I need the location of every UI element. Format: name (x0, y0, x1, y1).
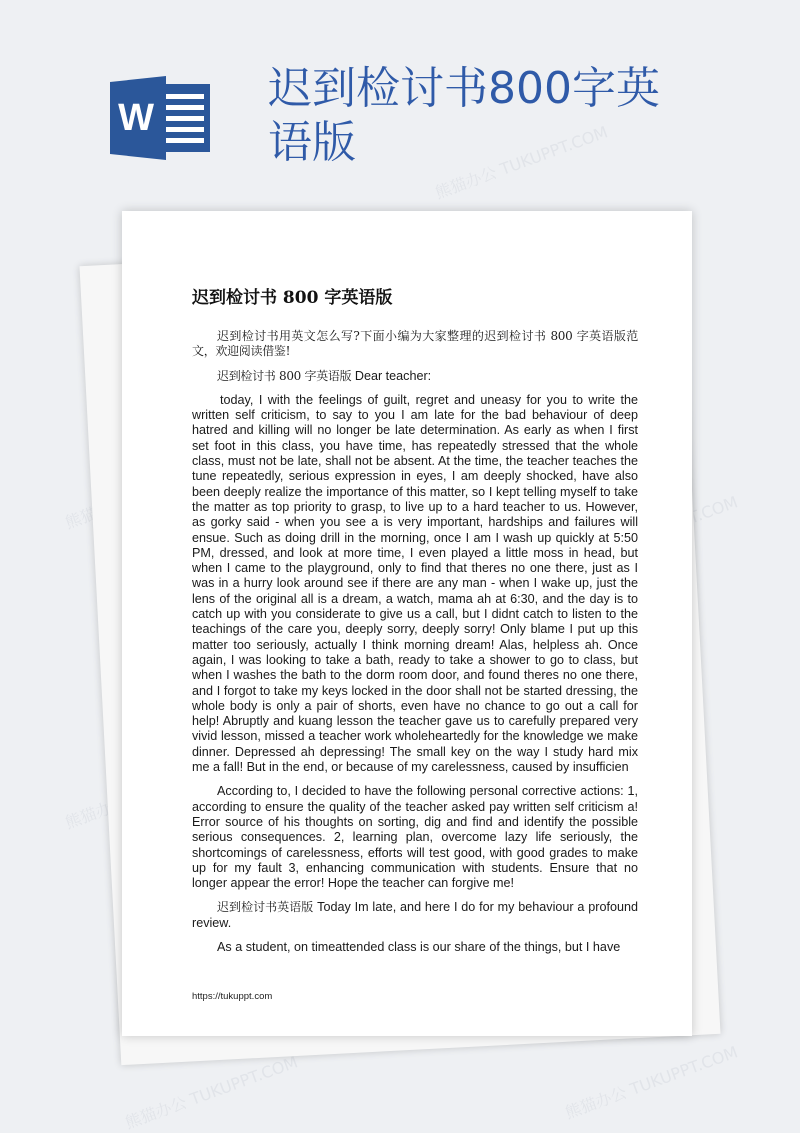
heading2-en: Today Im late, and here I do for my behaviour a profound review. (192, 900, 638, 930)
heading1-cn: 迟到检讨书 800 字英语版 (217, 368, 352, 383)
page-title-line1: 迟到检讨书800字英 (268, 63, 660, 114)
footer-url: https://tukuppt.com (192, 991, 273, 1002)
heading-paragraph-2 (192, 900, 638, 931)
heading-paragraph-1 (192, 369, 638, 384)
word-logo-letter: W (118, 97, 154, 139)
watermark: 熊猫办公 (62, 792, 130, 833)
watermark: 熊猫办公 TUKUPPT.COM (562, 1042, 741, 1123)
word-logo-icon (110, 76, 214, 160)
page-title (268, 62, 738, 170)
watermark: 熊猫办公 TUKUPPT.COM (122, 1052, 301, 1133)
body-paragraph-2: According to, I decided to have the following personal corrective actions: 1, according to ensure the quality of the teacher asked pay written self criticism a! Error source of his thoughts on sorting, dig and find and identify the possible serious consequences. 2, learning plan, overcome lazy life seriously, the shortcomings of carelessness, efforts will test good, with good grades to make up for my fault 3, enhancing communication with students. Ensure that no longer appear the error! Hope the teacher can forgive me! (192, 784, 638, 891)
intro-paragraph: 迟到检讨书用英文怎么写?下面小编为大家整理的迟到检讨书 800 字英语版范文，欢迎阅读借鉴! (192, 329, 638, 359)
page-title-line2: 语版 (268, 117, 356, 168)
heading2-cn: 迟到检讨书英语版 (217, 900, 314, 915)
body-paragraph-1: today, I with the feelings of guilt, regret and uneasy for you to write the written self criticism, to say to you I am late for the bad behaviour of deep hatred and killing will no longer be late determination. As early as when I first set foot in this class, you have time, has repeatedly stressed that the whole class, must not be late, shall not be absent. At the time, the teacher teaches the tune repeatedly, serious expression in eyes, I am deeply shocked, have also been deeply realize the importance of this matter, so I kept telling myself to take the matter as top priority to grasp, to live up to a hard teacher to us. However, as gorky said - when you see a is very important, hardships and failures will ensue. Such as doing drill in the morning, once I am I wash up quickly at 5:50 PM, dressed, and look at more time, I even played a little moss in head, but when I came to the playground, only to find that theres no one there, just as I was in a hurry look around see if there are any man - when I wake up, just the lens of the original all is a dream, a watch, mama ah at 6:30, and the day is to catch up with you considerate to give us a call, but I didnt catch to listen to the teachings of the care you, deeply sorry, deeply sorry! Only blame I put up this matter too seriously, actually I think morning dream! Alas, helpless ah. Once again, I was looking to take a bath, ready to take a shower to go to class, but when I washes the bath to the dorm room door, and found theres no one there, and I forgot to take my keys locked in the door shall not be started dressing, the whole body is only a pair of shorts, even have no chance to go out a call for help! Abruptly and kuang lesson the teacher gave us to carefully prepared very vivid lesson, missed a teacher work wholeheartedly for the knowledge we make dinner. Depressed ah depressing! The small key on the way I study hard mix me a fall! But in the end, or because of my carelessness, caused by insufficien (192, 392, 638, 775)
body-paragraph-3: As a student, on timeattended class is our share of the things, but I have (217, 939, 621, 954)
heading1-en: Dear teacher: (351, 368, 432, 383)
document-page (122, 211, 692, 1036)
watermark: 熊猫办公 TUKUPPT.COM (432, 122, 611, 203)
document-title: 迟到检讨书 800 字英语版 (192, 288, 393, 308)
document-body (192, 329, 638, 964)
